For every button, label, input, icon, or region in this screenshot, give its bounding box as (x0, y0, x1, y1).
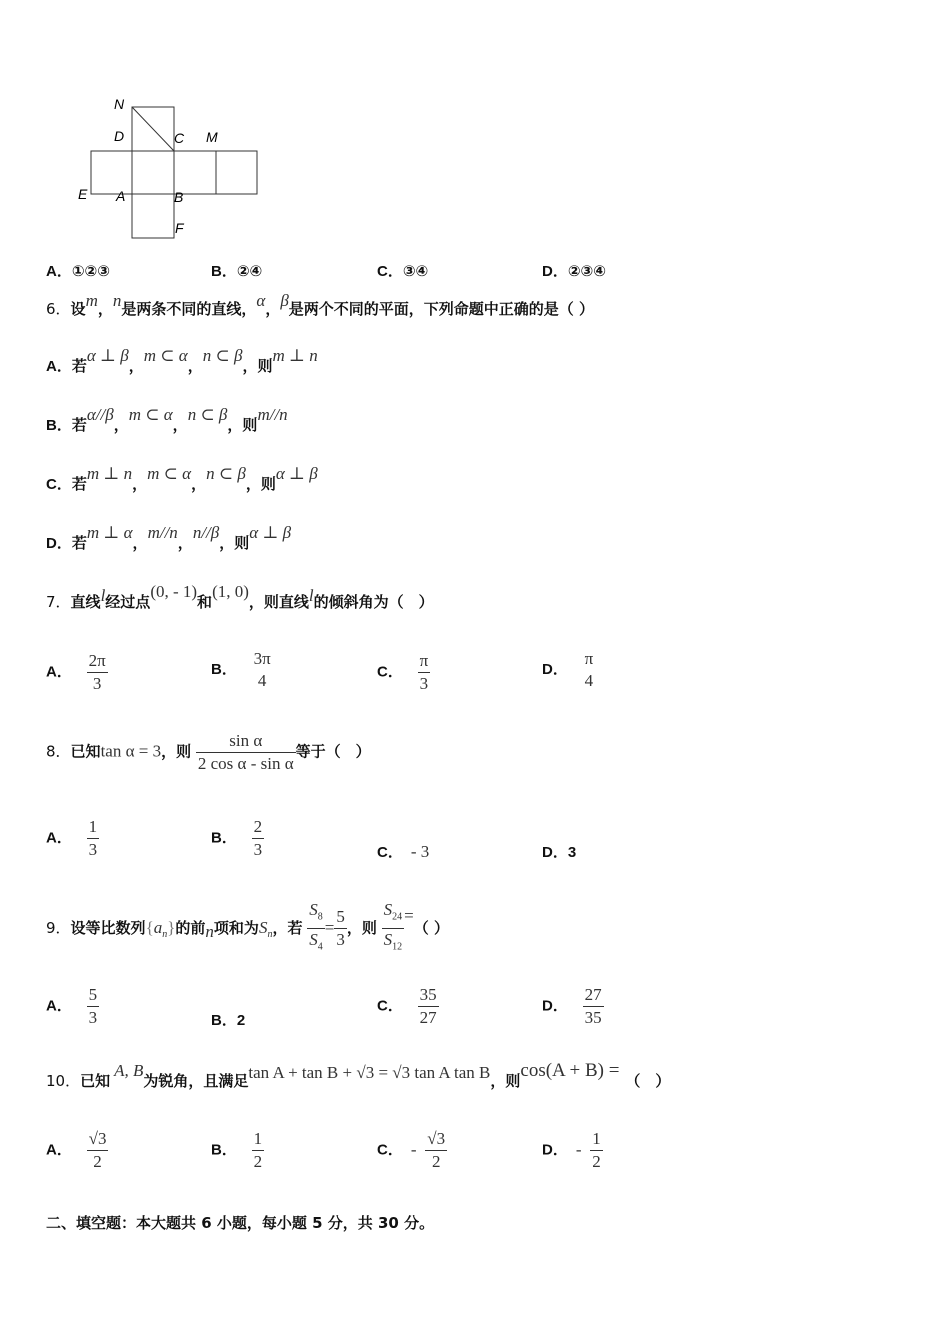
subscript: 8 (317, 911, 323, 923)
net-square-left (91, 151, 132, 194)
option-letter: B． (211, 1141, 237, 1159)
fraction-denominator: 2 (592, 1152, 601, 1171)
option-fraction (418, 650, 431, 695)
fraction-denominator: 35 (584, 1008, 602, 1027)
option-letter: A． (46, 663, 72, 681)
label-E: E (78, 186, 88, 202)
label-A: A (116, 188, 126, 204)
fraction-numerator: 1 (590, 1128, 603, 1151)
condition-2: m ⊂ α (128, 405, 173, 424)
fraction-denominator: 2 (431, 1152, 441, 1171)
q5-option-c (377, 260, 428, 281)
stem-text: ，若 (272, 918, 303, 937)
condition-expression: tan A + tan B + √3 = √3 tan A tan B (248, 1063, 491, 1082)
option-text: 则 (257, 357, 273, 375)
fraction-denominator: S (383, 930, 393, 950)
point-1: (0, - 1) (150, 582, 198, 601)
q6-option-c: C．若m ⊥ n，m ⊂ α，n ⊂ β，则α ⊥ β (46, 464, 318, 493)
option-text: ②④ (236, 262, 263, 280)
stem-text: （ ） (413, 918, 449, 937)
option-sign: - (575, 1139, 582, 1159)
fraction-denominator: 2 cos α - sin α (197, 754, 294, 773)
option-letter: B． (211, 1012, 237, 1029)
stem-text: 设等比数列 (70, 918, 146, 937)
label-N: N (114, 96, 125, 112)
subscript: 24 (392, 911, 403, 923)
q7-option-b (211, 648, 273, 692)
option-letter: A． (46, 263, 72, 280)
target-expression: cos(A + B) = (520, 1060, 620, 1081)
fraction-numerator: 2 (252, 816, 265, 839)
option-text: 若 (71, 475, 87, 493)
conclusion: α ⊥ β (275, 464, 318, 483)
fraction-numerator: 2π (87, 650, 108, 673)
stem-text: ， (97, 300, 113, 318)
var-n: n (205, 921, 214, 941)
option-text: 若 (71, 534, 87, 552)
option-text: 若 (71, 357, 87, 375)
q10-stem (46, 1060, 671, 1092)
option-letter: C． (377, 997, 403, 1015)
var-S: S (258, 917, 268, 937)
option-letter: B． (46, 417, 72, 434)
fraction-numerator: 1 (252, 1128, 265, 1151)
stem-text: 是两个不同的平面，下列命题中正确的是（ ） (288, 300, 595, 318)
conclusion: m ⊥ n (272, 346, 318, 365)
stem-text: 已知 (80, 1072, 111, 1090)
q10-option-b (211, 1128, 264, 1173)
option-letter: A． (46, 358, 72, 375)
stem-text: ，则 (161, 742, 192, 761)
option-sign: - (410, 1139, 417, 1159)
option-fraction (252, 1128, 265, 1173)
fraction-denominator: 3 (88, 840, 98, 859)
label-M: M (206, 129, 218, 145)
net-square-bottom (132, 194, 174, 238)
fraction-denominator: 3 (92, 674, 102, 693)
ratio-fraction-2 (334, 906, 347, 951)
condition-3: n ⊂ β (202, 346, 243, 365)
net-square-center (132, 151, 174, 194)
option-letter: A． (46, 1141, 72, 1159)
option-text: ①②③ (71, 262, 110, 280)
option-letter: A． (46, 829, 72, 847)
q9-stem: 9．设等比数列$\{a_n\}$的前n项和为$S_n$，若 $\frac{S_8}{S_4}$ = $\frac{5}{3}$ ，则 $\frac{S_{24}}{S_{12}}$ =（ ） (46, 899, 449, 959)
fraction-numerator: 27 (583, 984, 604, 1007)
option-letter: D． (542, 844, 568, 861)
condition-1: α ⊥ β (86, 346, 129, 365)
option-letter: B． (211, 661, 237, 678)
fraction-numerator: S (309, 900, 318, 919)
stem-text: （ ） (625, 1072, 671, 1090)
stem-text: 设 (70, 300, 86, 318)
q8-stem (46, 730, 371, 775)
q7-option-a (46, 650, 108, 695)
net-square-right1 (174, 151, 216, 194)
q7-option-c (377, 650, 430, 695)
stem-text: ， (265, 300, 281, 318)
option-text: ③④ (402, 262, 429, 280)
fraction-denominator: 3 (253, 840, 263, 859)
q8-option-b (211, 816, 264, 861)
subscript: n (267, 928, 273, 940)
option-fraction (87, 816, 100, 861)
fraction-denominator: 4 (257, 671, 267, 690)
q5-option-d (542, 260, 606, 281)
q6-option-b: B．若α//β，m ⊂ α，n ⊂ β，则m//n (46, 405, 288, 434)
q7-stem (46, 582, 434, 612)
condition-1: m ⊥ n (86, 464, 133, 483)
option-value: 2 (236, 1012, 246, 1029)
condition-3: n ⊂ β (206, 464, 246, 483)
label-B: B (174, 189, 184, 205)
option-text: 若 (71, 416, 87, 434)
stem-text: 和 (197, 593, 213, 611)
subscript: 12 (392, 941, 403, 953)
option-letter: C． (46, 476, 72, 493)
fraction-numerator: 5 (87, 984, 100, 1007)
option-letter: B． (211, 829, 237, 847)
option-fraction (87, 984, 100, 1029)
var-m: m (85, 291, 98, 310)
sequence-term: a (153, 917, 163, 937)
fraction-denominator: 2 (93, 1152, 102, 1171)
angles-AB: A, B (114, 1061, 144, 1080)
option-letter: C． (377, 263, 403, 280)
q7-option-d (542, 648, 595, 692)
fraction-denominator: 4 (584, 671, 594, 690)
condition-3: n ⊂ β (187, 405, 228, 424)
stem-text: 经过点 (105, 593, 151, 611)
q6-option-a: A．若α ⊥ β，m ⊂ α，n ⊂ β，则m ⊥ n (46, 346, 318, 375)
option-letter: B． (211, 263, 237, 280)
option-letter: D． (46, 535, 72, 552)
q8-option-d (542, 841, 576, 862)
option-letter: A． (46, 997, 72, 1015)
option-letter: D． (542, 1141, 568, 1159)
option-fraction (252, 648, 273, 692)
option-letter: D． (542, 997, 568, 1015)
condition-2: m ⊂ α (143, 346, 188, 365)
label-D: D (114, 128, 125, 144)
condition-2: m ⊂ α (147, 464, 192, 483)
fraction-denominator: 2 (253, 1152, 263, 1171)
var-alpha: α (256, 291, 266, 310)
q8-option-c (377, 841, 429, 862)
fraction-numerator: S (383, 900, 393, 919)
stem-text: 的前 (175, 918, 206, 937)
option-letter: C． (377, 844, 403, 861)
label-C: C (174, 130, 185, 146)
q8-option-a (46, 816, 99, 861)
fraction-numerator: √3 (425, 1128, 447, 1151)
ratio-fraction-1 (307, 899, 325, 959)
ratio-fraction-3 (382, 899, 405, 959)
stem-text: 项和为 (213, 918, 259, 937)
option-text: 则 (260, 475, 276, 493)
net-square-right2 (216, 151, 257, 194)
var-l: l (100, 586, 106, 605)
option-fraction (87, 1128, 109, 1173)
condition-2: m//n (147, 523, 178, 542)
fraction-numerator: √3 (87, 1128, 109, 1151)
label-F: F (175, 220, 184, 236)
fraction-numerator: sin α (196, 730, 296, 753)
conclusion: m//n (257, 405, 288, 424)
stem-text: ，则 (346, 918, 377, 937)
stem-text: 为锐角，且满足 (143, 1072, 249, 1090)
question-number: 9． (46, 918, 71, 937)
condition-1: α//β (86, 405, 114, 424)
option-text: ②③④ (567, 262, 606, 280)
q9-option-b (211, 1009, 245, 1030)
fraction-numerator: 35 (418, 984, 439, 1007)
q9-option-c (377, 984, 439, 1029)
cube-net-figure (70, 90, 270, 250)
stem-text: 的倾斜角为（ ） (313, 593, 434, 611)
q9-option-a (46, 984, 99, 1029)
option-fraction (590, 1128, 603, 1173)
q6-option-d: D．若m ⊥ α，m//n，n//β，则α ⊥ β (46, 523, 292, 552)
fraction-denominator: 3 (419, 674, 429, 693)
q5-option-b (211, 260, 262, 281)
fraction-numerator: 1 (87, 816, 100, 839)
option-fraction (425, 1128, 447, 1173)
given-expression: tan α = 3 (100, 741, 162, 761)
stem-text: ，则 (490, 1072, 521, 1090)
stem-text: 直线 (70, 593, 101, 611)
option-fraction (418, 984, 439, 1029)
condition-3: n//β (192, 523, 220, 542)
section-2-heading: 二、填空题：本大题共 6 小题，每小题 5 分，共 30 分。 (46, 1214, 435, 1232)
stem-text: ，则直线 (248, 593, 309, 611)
fraction-numerator: 3π (253, 649, 271, 668)
option-letter: D． (542, 661, 568, 678)
equals-sign: = (404, 905, 414, 925)
question-number: 8． (46, 742, 71, 761)
option-value: - 3 (410, 842, 430, 861)
equals-sign: = (324, 917, 335, 937)
var-beta: β (280, 291, 289, 310)
fraction-denominator: S (309, 930, 318, 950)
option-text: 则 (234, 534, 250, 552)
option-fraction (583, 648, 596, 692)
option-fraction (252, 816, 265, 861)
fraction-numerator: π (584, 649, 594, 668)
question-number: 10． (46, 1072, 81, 1090)
conclusion: α ⊥ β (249, 523, 292, 542)
net-diagonal (132, 107, 174, 151)
subscript: n (162, 928, 168, 940)
stem-text: 是两条不同的直线， (121, 300, 257, 318)
question-number: 7． (46, 593, 71, 611)
stem-text: 等于（ ） (295, 742, 371, 761)
question-number: 6． (46, 300, 71, 318)
q10-option-a (46, 1128, 108, 1173)
var-l: l (308, 586, 314, 605)
q10-option-d (542, 1128, 603, 1173)
option-letter: C． (377, 663, 403, 681)
stem-text: 已知 (70, 742, 101, 761)
point-2: (1, 0) (212, 582, 249, 601)
option-fraction (87, 650, 108, 695)
option-letter: C． (377, 1141, 403, 1159)
var-n: n (112, 291, 122, 310)
option-fraction (583, 984, 604, 1029)
condition-1: m ⊥ α (86, 523, 133, 542)
fraction-denominator: 3 (88, 1008, 98, 1027)
q9-option-d (542, 984, 604, 1029)
option-value: 3 (567, 844, 577, 861)
q6-stem (46, 291, 595, 319)
fraction-numerator: π (418, 650, 431, 673)
q5-option-a (46, 260, 110, 281)
fraction-numerator: 5 (334, 906, 347, 929)
subscript: 4 (317, 941, 323, 953)
q8-fraction (196, 730, 296, 775)
fraction-denominator: 3 (336, 930, 345, 950)
option-letter: D． (542, 263, 568, 280)
q10-option-c (377, 1128, 447, 1173)
option-text: 则 (242, 416, 258, 434)
fraction-denominator: 27 (419, 1008, 437, 1027)
